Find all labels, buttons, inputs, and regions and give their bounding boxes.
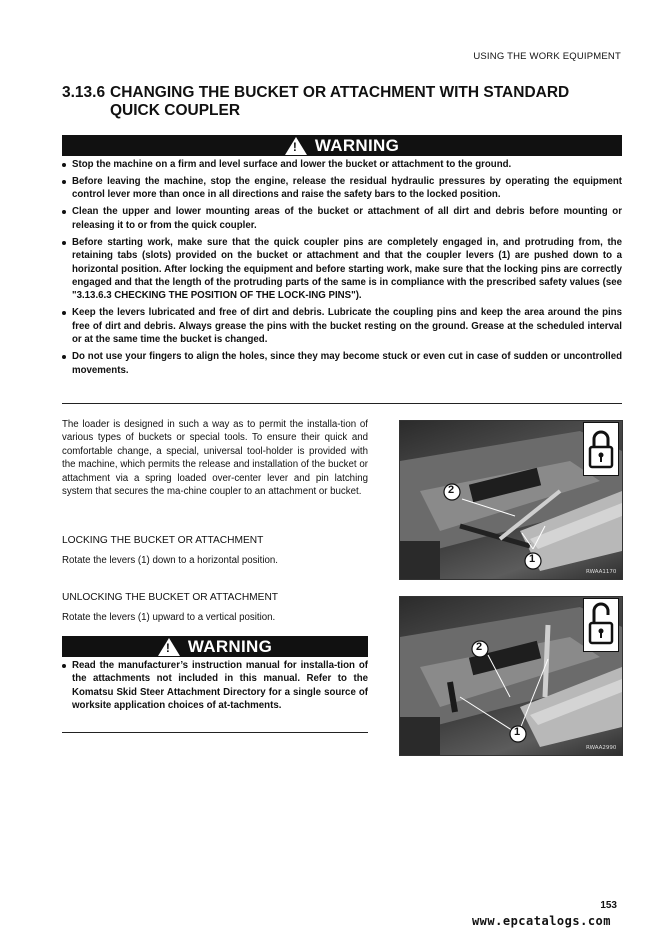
callout-2: 2 bbox=[476, 641, 483, 653]
warning-item: Before starting work, make sure that the quick coupler pins are completely engaged in, and protruding from, the retaining tabs (slots) provided on the bucket or attachment and that the coupler levers (1) are pushed down to a horizontal position. After locking the equipment and before starting work, make sure that the locking pins are correctly engaged and that the length of the protruding parts of the same is in compliance with the prescribed safety values (see "3.13.6.3 CHECKING THE POSITION OF THE LOCK-ING PINS"). bbox=[62, 236, 622, 303]
intro-paragraph: The loader is designed in such a way as to permit the installa-tion of various types of buckets or special tools. To ensure their quick and comfortable change, a special, universal tool-holder is provided with the machine, which permits the release and installation of the bucket or attachment via a spring loaded over-center lever and pin latching system that secures the ma-chine coupler to an attachment or bucket. bbox=[62, 419, 368, 498]
warning-divider-bottom bbox=[62, 732, 368, 733]
warning-label: WARNING bbox=[187, 636, 273, 656]
warning-divider-top bbox=[62, 403, 622, 404]
locking-instruction: Rotate the levers (1) down to a horizontal position. bbox=[62, 555, 278, 566]
warning-banner-bottom bbox=[62, 636, 368, 657]
callout-2: 2 bbox=[448, 484, 455, 496]
title-line-2: QUICK COUPLER bbox=[110, 102, 241, 119]
figure-code: RWAA2990 bbox=[586, 745, 617, 751]
unlocked-padlock-icon bbox=[583, 598, 619, 652]
warning-banner-top bbox=[62, 135, 622, 156]
warning-item: Do not use your fingers to align the holes, since they may become stuck or even cut in case of sudden or uncontrolled movements. bbox=[62, 350, 622, 377]
unlocking-heading: UNLOCKING THE BUCKET OR ATTACHMENT bbox=[62, 592, 279, 603]
warning-triangle-icon bbox=[158, 638, 180, 656]
warning-list-top bbox=[62, 158, 622, 381]
website-watermark: www.epcatalogs.com bbox=[471, 914, 611, 928]
warning-triangle-icon bbox=[285, 137, 307, 155]
locked-padlock-icon bbox=[583, 422, 619, 476]
callout-1: 1 bbox=[529, 553, 536, 565]
warning-item: Keep the levers lubricated and free of dirt and debris. Lubricate the coupling pins and keep the area around the pins free of dirt and debris. Always grease the pins with the bucket resting on the ground. Grease at the scheduled interval or at the same time the bucket is changed. bbox=[62, 306, 622, 346]
section-title bbox=[62, 84, 622, 120]
running-header: USING THE WORK EQUIPMENT bbox=[473, 51, 621, 62]
title-line-1: CHANGING THE BUCKET OR ATTACHMENT WITH STANDARD bbox=[110, 84, 570, 101]
callout-1: 1 bbox=[514, 726, 521, 738]
figure-code: RWAA1170 bbox=[586, 569, 617, 575]
warning-item: Before leaving the machine, stop the engine, release the residual hydraulic pressures by operating the equipment control lever more than once in all directions and raise the safety bars to the locked position. bbox=[62, 175, 622, 202]
unlocking-instruction: Rotate the levers (1) upward to a vertical position. bbox=[62, 612, 276, 623]
warning-item: Clean the upper and lower mounting areas of the bucket or attachment of all dirt and debris before mounting or releasing it to or from the quick coupler. bbox=[62, 205, 622, 232]
locking-heading: LOCKING THE BUCKET OR ATTACHMENT bbox=[62, 535, 264, 546]
warning-item: Stop the machine on a firm and level surface and lower the bucket or attachment to the ground. bbox=[62, 158, 622, 171]
page-number: 153 bbox=[600, 900, 617, 911]
warning-label: WARNING bbox=[314, 135, 400, 155]
section-number: 3.13.6 bbox=[62, 84, 106, 101]
warning-list-bottom bbox=[62, 659, 368, 716]
warning-item: Read the manufacturer’s instruction manual for installa-tion of the attachments not included in this manual. Refer to the Komatsu Skid Steer Attachment Directory for a single source of worksite application choices of at-tachments. bbox=[62, 659, 368, 713]
